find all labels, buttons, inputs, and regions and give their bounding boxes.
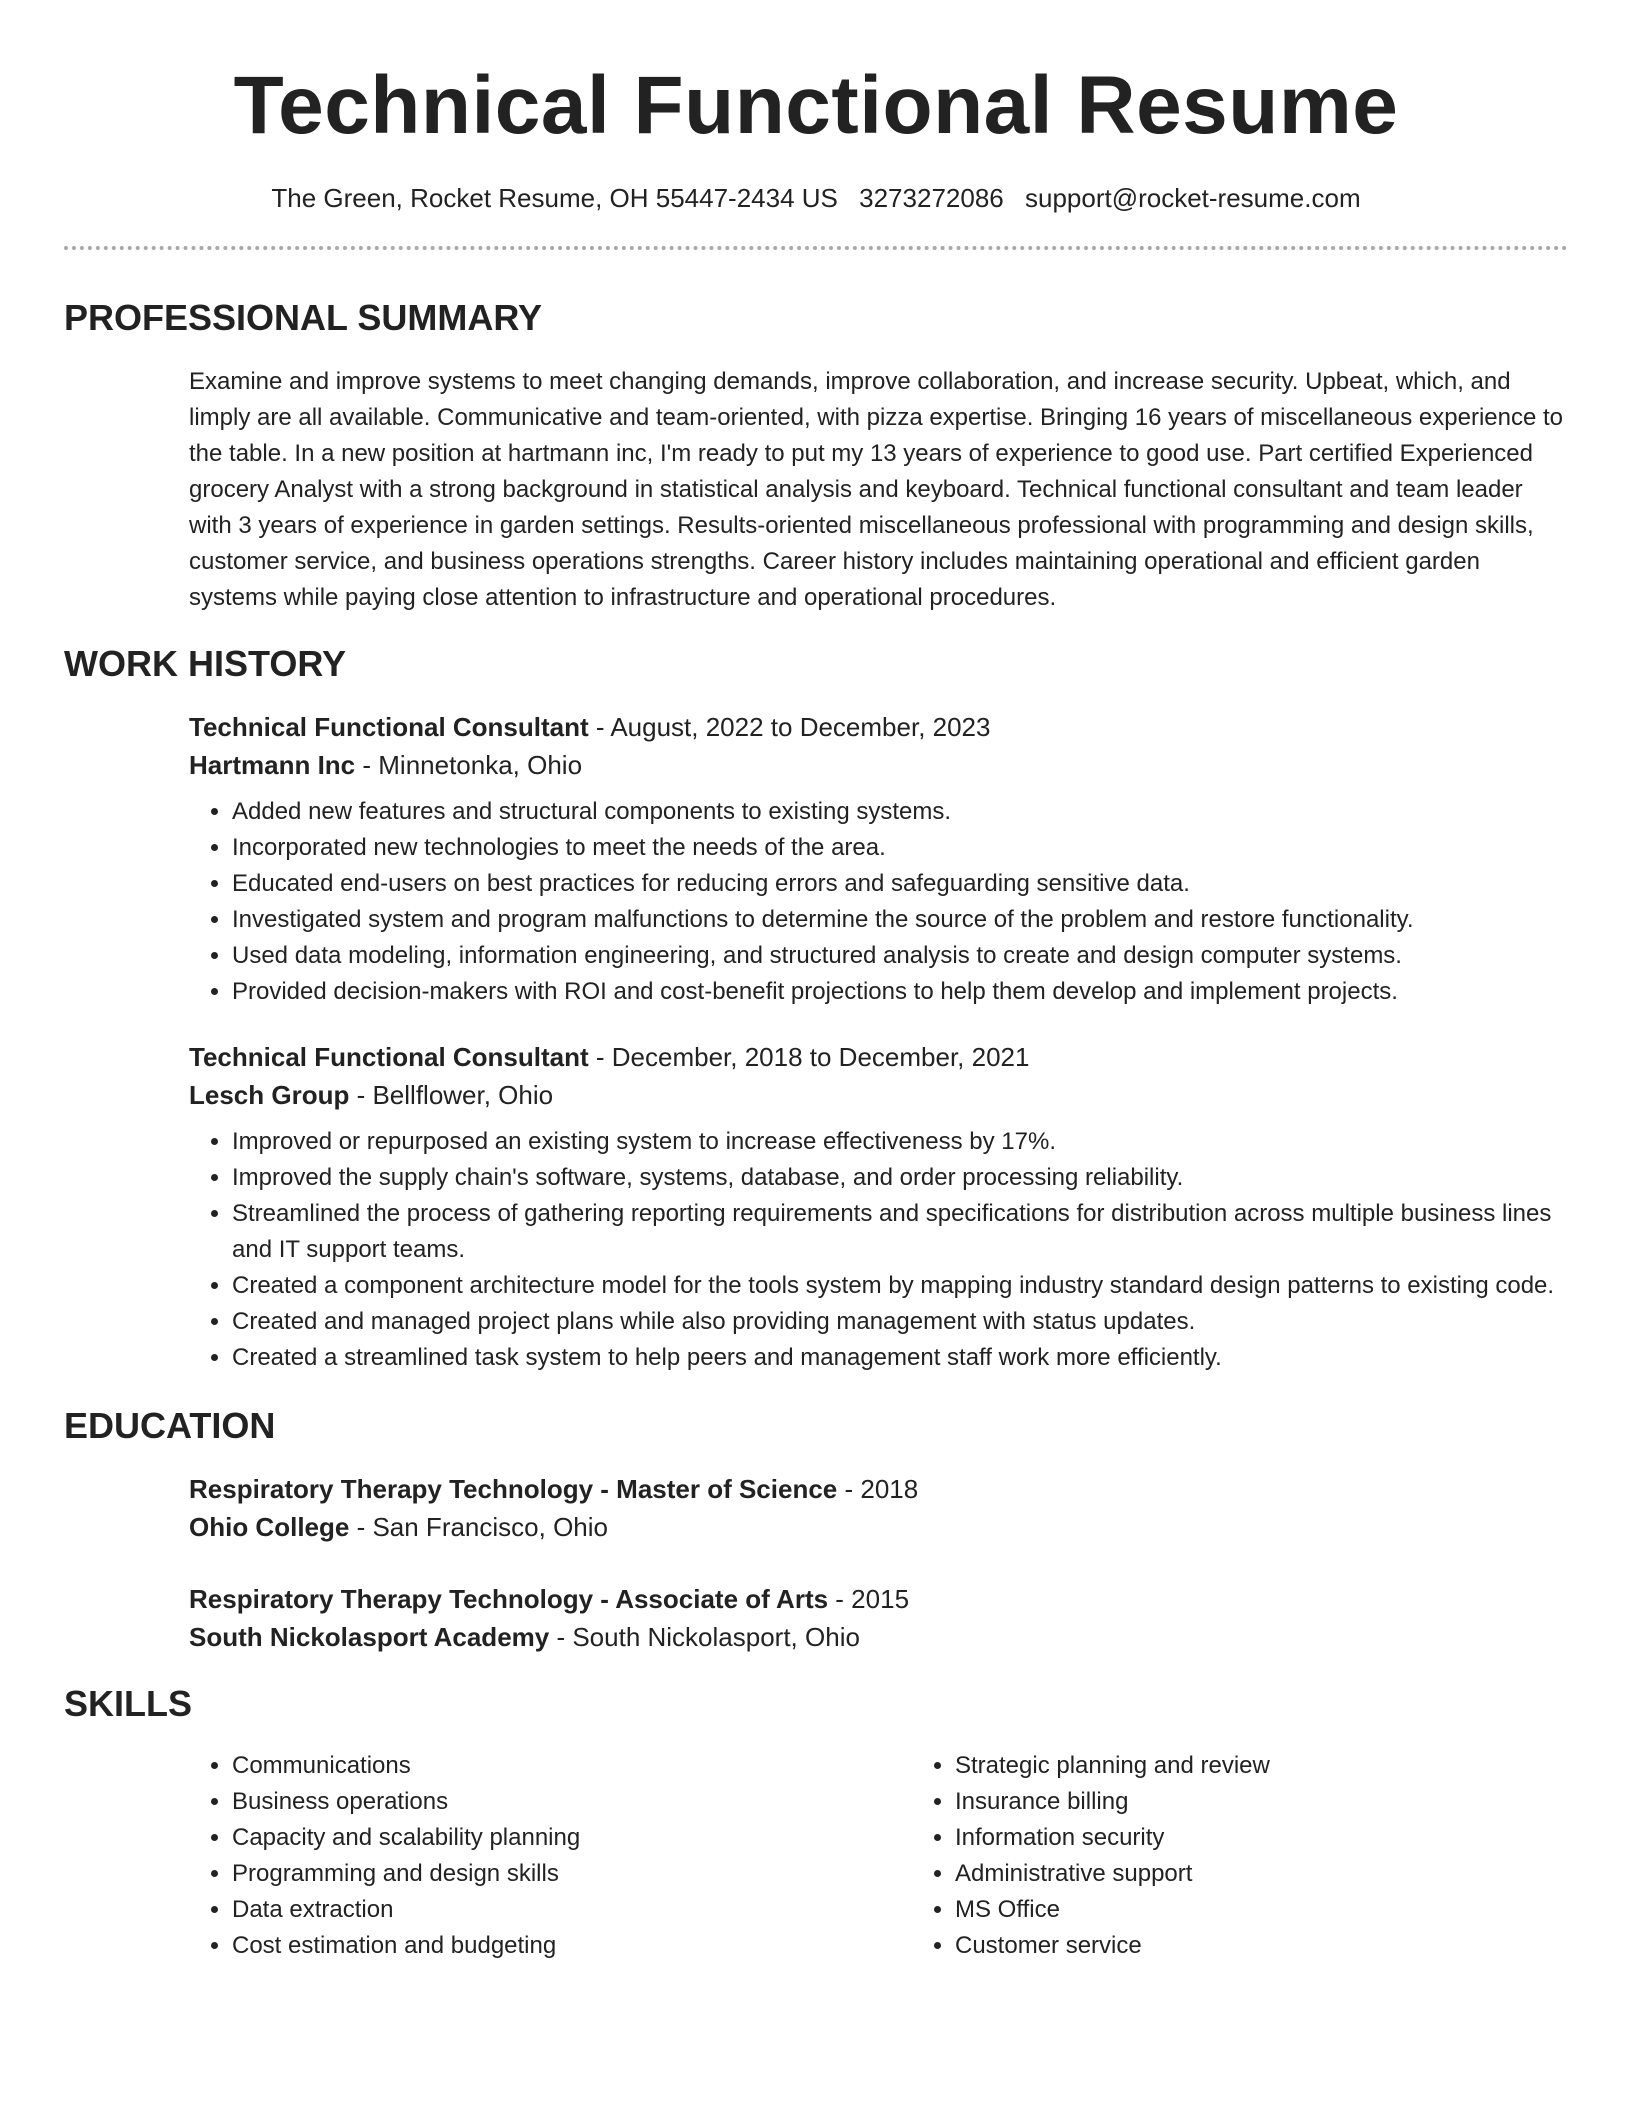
education-degree: Respiratory Therapy Technology - Associate of Arts: [189, 1584, 829, 1614]
job-location: - Minnetonka, Ohio: [355, 750, 583, 780]
skills-list-right: [912, 1748, 1270, 1964]
job-title-line: [189, 1038, 1568, 1076]
education-degree: Respiratory Therapy Technology - Master of Science: [189, 1474, 838, 1504]
skill-item: • Communications: [232, 1748, 912, 1784]
skill-item: • MS Office: [955, 1892, 1270, 1928]
job-entry: [189, 708, 1568, 1010]
job-bullet-list: [189, 1124, 1568, 1376]
job-company: Hartmann Inc: [189, 750, 356, 780]
job-company-line: [189, 1076, 1568, 1114]
contact-address: The Green, Rocket Resume, OH 55447-2434 US: [271, 183, 838, 213]
job-dates: - August, 2022 to December, 2023: [588, 712, 991, 742]
skill-item: • Insurance billing: [955, 1784, 1270, 1820]
education-location: - South Nickolasport, Ohio: [549, 1622, 860, 1652]
summary-paragraph: Examine and improve systems to meet changing demands, improve collaboration, and increase security. Upbeat, which, and limply are all available. Communicative and team-oriented, with pizza expertise. Bringing 16 years of miscellaneous experience to the table. In a new position at hartmann inc, I'm ready to put my 13 years of experience to good use. Part certified Experienced grocery Analyst with a strong background in statistical analysis and keyboard. Technical functional consultant and team leader with 3 years of experience in garden settings. Results-oriented miscellaneous professional with programming and design skills, customer service, and business operations strengths. Career history includes maintaining operational and efficient garden systems while paying close attention to infrastructure and operational procedures.: [189, 368, 1564, 611]
header-divider: [64, 246, 1568, 250]
skills-body: [189, 1748, 1568, 1964]
job-role: Technical Functional Consultant: [189, 1042, 589, 1072]
job-dates: - December, 2018 to December, 2021: [588, 1042, 1030, 1072]
job-bullet: • Educated end-users on best practices for reducing errors and safeguarding sensitive data.: [232, 866, 1568, 902]
education-body: [189, 1470, 1568, 1656]
education-school: Ohio College: [189, 1512, 350, 1542]
job-title-line: [189, 708, 1568, 746]
job-bullet: • Improved or repurposed an existing system to increase effectiveness by 17%.: [232, 1124, 1568, 1160]
job-location: - Bellflower, Ohio: [349, 1080, 554, 1110]
job-bullet: • Investigated system and program malfunctions to determine the source of the problem and restore functionality.: [232, 902, 1568, 938]
summary-body: [189, 364, 1568, 616]
education-location: - San Francisco, Ohio: [349, 1512, 608, 1542]
job-bullet: • Incorporated new technologies to meet the needs of the area.: [232, 830, 1568, 866]
skill-item: • Strategic planning and review: [955, 1748, 1270, 1784]
education-degree-line: [189, 1470, 1568, 1508]
job-company: Lesch Group: [189, 1080, 350, 1110]
job-company-line: [189, 746, 1568, 784]
contact-email: support@rocket-resume.com: [1024, 183, 1361, 213]
skill-item: • Programming and design skills: [232, 1856, 912, 1892]
contact-phone: 3273272086: [859, 183, 1004, 213]
job-bullet-list: [189, 794, 1568, 1010]
job-bullet: • Provided decision-makers with ROI and cost-benefit projections to help them develop and implement projects.: [232, 974, 1568, 1010]
education-heading: EDUCATION: [64, 1405, 276, 1446]
resume-page: [64, 0, 1568, 1964]
summary-heading: PROFESSIONAL SUMMARY: [64, 297, 543, 338]
education-year: - 2018: [837, 1474, 919, 1504]
job-bullet: • Used data modeling, information engineering, and structured analysis to create and design computer systems.: [232, 938, 1568, 974]
job-bullet: • Created a streamlined task system to help peers and management staff work more efficiently.: [232, 1340, 1568, 1376]
job-role: Technical Functional Consultant: [189, 712, 589, 742]
education-entry: [189, 1470, 1568, 1546]
skill-item: • Information security: [955, 1820, 1270, 1856]
work-history-body: [189, 708, 1568, 1376]
job-bullet: • Streamlined the process of gathering reporting requirements and specifications for distribution across multiple business lines and IT support teams.: [232, 1196, 1568, 1268]
resume-title: Technical Functional Resume: [233, 60, 1399, 151]
education-school-line: [189, 1618, 1568, 1656]
skill-item: • Data extraction: [232, 1892, 912, 1928]
education-year: - 2015: [828, 1584, 910, 1614]
education-school-line: [189, 1508, 1568, 1546]
job-bullet: • Created a component architecture model for the tools system by mapping industry standard design patterns to existing code.: [232, 1268, 1568, 1304]
education-school: South Nickolasport Academy: [189, 1622, 550, 1652]
skills-list-left: [189, 1748, 912, 1964]
skill-item: • Business operations: [232, 1784, 912, 1820]
job-bullet: • Added new features and structural components to existing systems.: [232, 794, 1568, 830]
job-entry: [189, 1038, 1568, 1376]
contact-line: [64, 182, 1568, 214]
summary-section: [64, 296, 1568, 616]
skill-item: • Customer service: [955, 1928, 1270, 1964]
job-bullet: • Improved the supply chain's software, systems, database, and order processing reliability.: [232, 1160, 1568, 1196]
education-section: [64, 1404, 1568, 1656]
education-degree-line: [189, 1580, 1568, 1618]
skill-item: • Cost estimation and budgeting: [232, 1928, 912, 1964]
work-history-heading: WORK HISTORY: [64, 643, 347, 684]
skills-section: [64, 1682, 1568, 1964]
skill-item: • Capacity and scalability planning: [232, 1820, 912, 1856]
skills-heading: SKILLS: [64, 1683, 193, 1724]
education-entry: [189, 1580, 1568, 1656]
skill-item: • Administrative support: [955, 1856, 1270, 1892]
job-bullet: • Created and managed project plans while also providing management with status updates.: [232, 1304, 1568, 1340]
work-history-section: [64, 642, 1568, 1376]
